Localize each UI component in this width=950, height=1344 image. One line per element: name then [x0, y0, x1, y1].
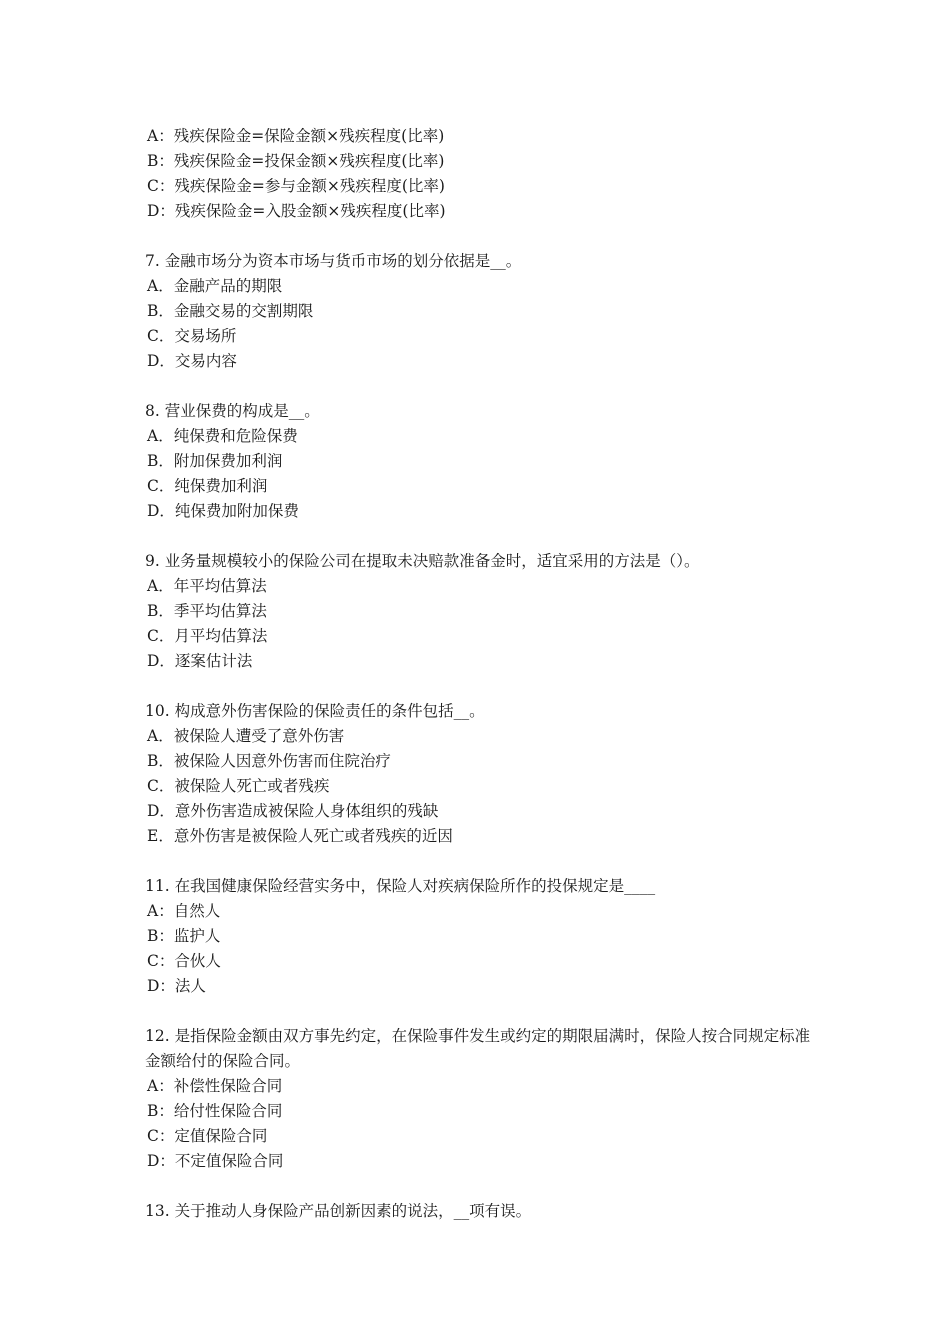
option-8b: B．附加保费加利润	[147, 452, 283, 470]
question-8-stem: 8. 营业保费的构成是__。	[145, 402, 320, 420]
question-9	[145, 549, 825, 674]
option-12a: A：补偿性保险合同	[147, 1077, 283, 1095]
option-7c: C．交易场所	[147, 327, 237, 345]
option-11d: D：法人	[147, 977, 206, 995]
option-12d: D：不定值保险合同	[147, 1152, 284, 1170]
option-12c: C：定值保险合同	[147, 1127, 268, 1145]
question-13	[145, 1199, 825, 1224]
question-11-stem: 11. 在我国健康保险经营实务中，保险人对疾病保险所作的投保规定是____	[145, 877, 656, 895]
option-6d: D：残疾保险金=入股金额×残疾程度(比率)	[147, 202, 446, 220]
option-6b: B：残疾保险金=投保金额×残疾程度(比率)	[147, 152, 445, 170]
option-6a: A：残疾保险金=保险金额×残疾程度(比率)	[147, 127, 445, 145]
question-13-stem: 13. 关于推动人身保险产品创新因素的说法，__项有误。	[145, 1202, 532, 1220]
option-7d: D．交易内容	[147, 352, 237, 370]
question-8	[145, 399, 825, 524]
question-list	[145, 124, 825, 1224]
option-8c: C．纯保费加利润	[147, 477, 268, 495]
question-7-stem: 7. 金融市场分为资本市场与货币市场的划分依据是__。	[145, 252, 522, 270]
option-8a: A．纯保费和危险保费	[147, 427, 298, 445]
option-10c: C．被保险人死亡或者残疾	[147, 777, 330, 795]
option-12b: B：给付性保险合同	[147, 1102, 283, 1120]
option-10a: A．被保险人遭受了意外伤害	[147, 727, 345, 745]
question-6	[145, 124, 825, 224]
option-9a: A．年平均估算法	[147, 577, 267, 595]
option-10d: D．意外伤害造成被保险人身体组织的残缺	[147, 802, 439, 820]
option-6c: C：残疾保险金=参与金额×残疾程度(比率)	[147, 177, 445, 195]
option-11a: A：自然人	[147, 902, 221, 920]
question-9-stem: 9. 业务量规模较小的保险公司在提取未决赔款准备金时，适宜采用的方法是（）。	[145, 552, 700, 570]
option-7b: B．金融交易的交割期限	[147, 302, 314, 320]
question-10	[145, 699, 825, 849]
option-10b: B．被保险人因意外伤害而住院治疗	[147, 752, 391, 770]
option-9b: B．季平均估算法	[147, 602, 267, 620]
option-8d: D．纯保费加附加保费	[147, 502, 299, 520]
option-11b: B：监护人	[147, 927, 221, 945]
option-9d: D．逐案估计法	[147, 652, 253, 670]
question-7	[145, 249, 825, 374]
question-10-stem: 10. 构成意外伤害保险的保险责任的条件包括__。	[145, 702, 485, 720]
question-11	[145, 874, 825, 999]
question-12	[145, 1024, 825, 1174]
option-7a: A．金融产品的期限	[147, 277, 283, 295]
option-11c: C：合伙人	[147, 952, 221, 970]
option-9c: C．月平均估算法	[147, 627, 268, 645]
question-12-stem: 12. 是指保险金额由双方事先约定，在保险事件发生或约定的期限届满时，保险人按合同规定标准金额给付的保险合同。	[145, 1027, 811, 1070]
option-10e: E．意外伤害是被保险人死亡或者残疾的近因	[147, 827, 453, 845]
